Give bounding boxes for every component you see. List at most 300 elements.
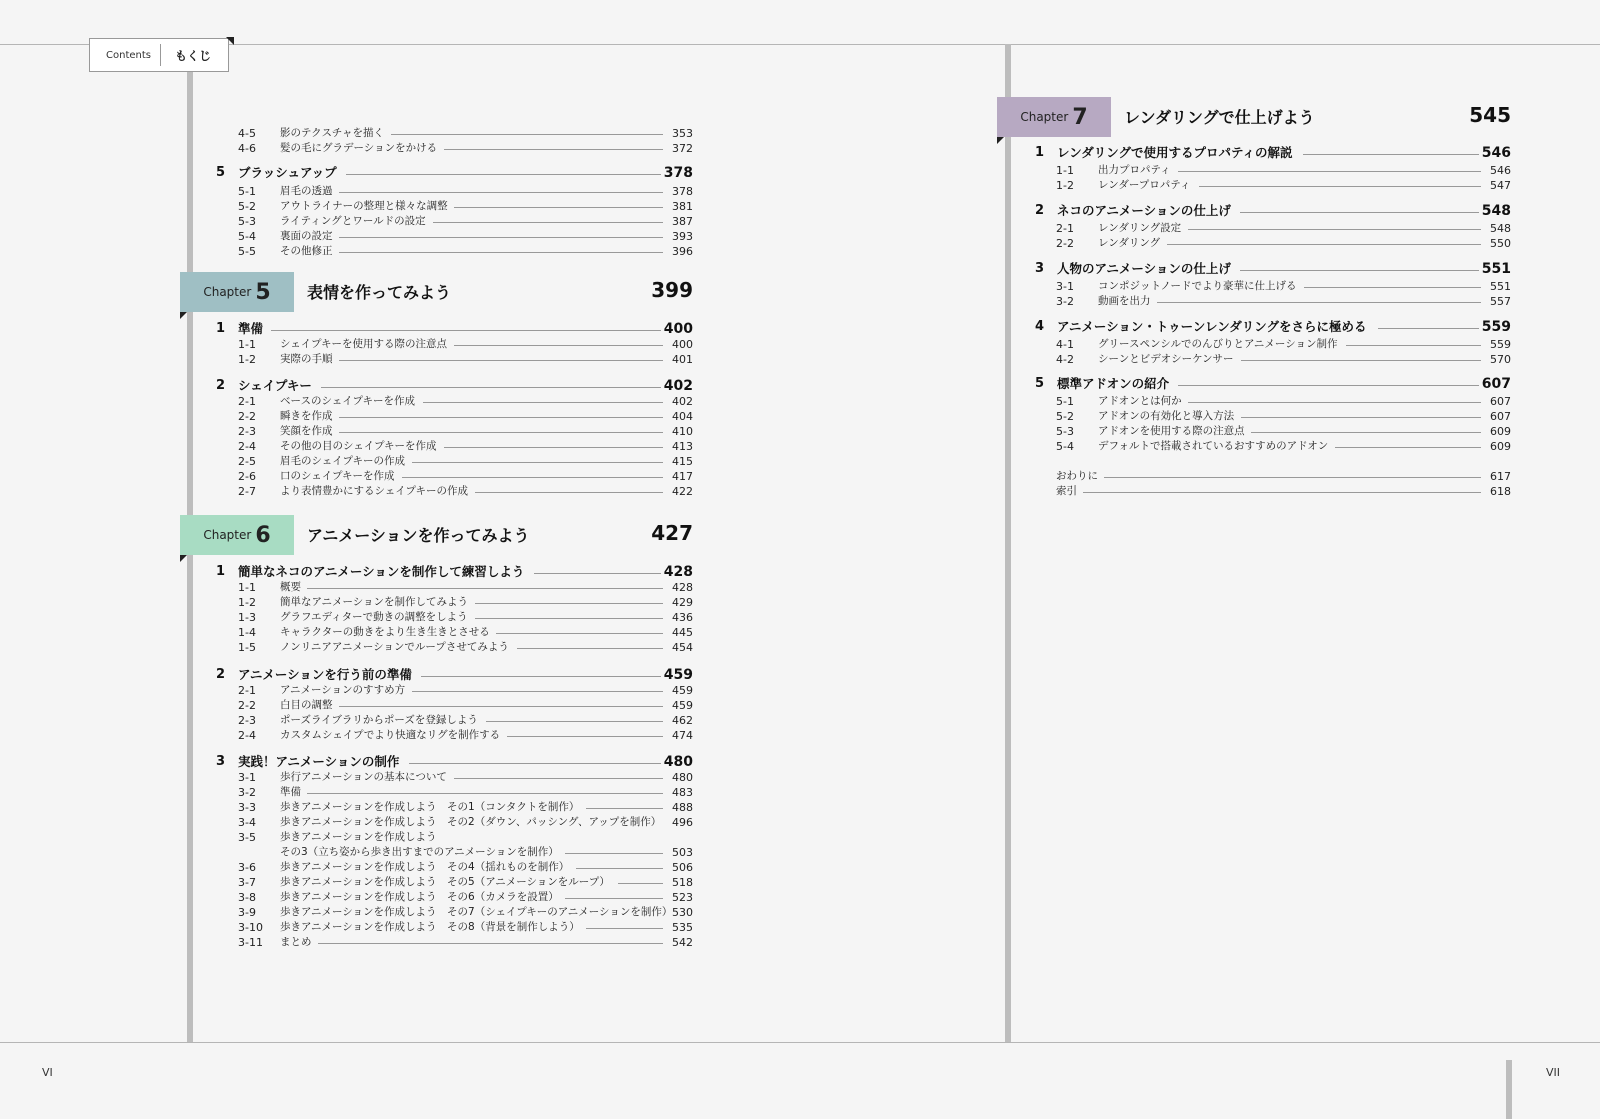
chapter-corner-mark [180,312,187,319]
leader-line [1304,287,1482,288]
toc-section [216,665,693,685]
entry-title: 出力プロパティ [1098,164,1171,176]
entry-title: 眉毛の透過 [280,185,333,197]
page-number-right: VII [1546,1066,1561,1079]
leader-line [421,676,661,677]
toc-entry [238,394,693,409]
section-title: 標準アドオンの紹介 [1057,376,1170,391]
entry-title: まとめ [280,936,312,948]
leader-line [402,477,664,478]
page-number-left: VI [42,1066,53,1079]
entry-page: 542 [672,936,693,949]
entry-number: 1-4 [238,626,256,639]
entry-page: 462 [672,714,693,727]
leader-line [339,706,664,707]
section-page: 546 [1481,145,1511,161]
chapter-title: アニメーションを作ってみよう [307,526,530,545]
entry-number: 3-5 [238,831,256,844]
entry-title: 歩きアニメーションを作成しよう その1（コンタクトを制作） [280,801,580,813]
section-number: 5 [1035,376,1045,391]
entry-page: 415 [672,455,693,468]
leader-line [271,330,661,331]
leader-line [339,252,664,253]
leader-line [1178,385,1480,386]
toc-entry [238,595,693,610]
toc-entry [238,199,693,214]
entry-page: 402 [672,395,693,408]
leader-line [1346,345,1482,346]
toc-entry [238,683,693,698]
leader-line [1241,360,1482,361]
entry-title: 歩きアニメーションを作成しよう その7（シェイプキーのアニメーションを制作） [280,906,673,918]
entry-title: レンダリング [1098,237,1161,249]
entry-title: 準備 [280,786,301,798]
entry-page: 387 [672,215,693,228]
entry-title: カスタムシェイプでより快適なリグを制作する [280,729,501,741]
toc-entry [1056,178,1511,193]
section-page: 607 [1481,376,1511,392]
entry-number: 1-1 [238,581,256,594]
entry-number: 2-2 [238,410,256,423]
entry-title: 眉毛のシェイプキーの作成 [280,455,406,467]
entry-page: 417 [672,470,693,483]
entry-title: 実際の手順 [280,353,333,365]
entry-number: 3-2 [238,786,256,799]
entry-title: 瞬きを作成 [280,410,333,422]
entry-title: アウトライナーの整理と様々な調整 [280,200,448,212]
entry-page: 353 [672,127,693,140]
toc-entry [1056,337,1511,352]
section-title: 準備 [238,321,264,336]
section-number: 1 [216,321,226,336]
chapter-corner-mark [997,137,1004,144]
toc-entry [238,214,693,229]
leader-line [444,447,664,448]
entry-title: アドオンとは何か [1098,395,1182,407]
toc-entry [238,815,693,830]
leader-line [507,736,664,737]
entry-number: 2-5 [238,455,256,468]
entry-number: 5-4 [238,230,256,243]
leader-line [475,492,663,493]
entry-title: 白目の調整 [280,699,333,711]
leader-line [618,883,663,884]
toc-entry [238,770,693,785]
chapter-page: 545 [1469,103,1511,127]
leader-line [339,360,664,361]
toc-entry [238,920,693,935]
entry-page: 393 [672,230,693,243]
section-title: シェイプキー [238,378,312,393]
entry-number: 3-4 [238,816,256,829]
entry-number: 4-6 [238,142,256,155]
toc-entry [238,890,693,905]
leader-line [1167,244,1481,245]
entry-number: 2-6 [238,470,256,483]
section-title: ブラッシュアップ [238,165,337,180]
entry-title: コンポジットノードでより豪華に仕上げる [1098,280,1297,292]
entry-number: 2-7 [238,485,256,498]
section-number: 1 [1035,145,1045,160]
toc-entry [238,845,693,860]
section-number: 3 [216,754,226,769]
leader-line [586,928,663,929]
section-title: ネコのアニメーションの仕上げ [1057,203,1231,218]
entry-page: 410 [672,425,693,438]
entry-page: 445 [672,626,693,639]
entry-title: アドオンの有効化と導入方法 [1098,410,1235,422]
entry-title: 笑顔を作成 [280,425,333,437]
section-number: 1 [216,564,226,579]
entry-page: 607 [1490,395,1511,408]
entry-title: 裏面の設定 [280,230,333,242]
chapter-6-header [180,515,693,555]
chapter-label-text: Chapter [1020,110,1069,124]
entry-number: 4-2 [1056,353,1074,366]
leader-line [307,588,663,589]
entry-page: 436 [672,611,693,624]
entry-page: 551 [1490,280,1511,293]
entry-page: 617 [1490,470,1511,483]
toc-entry [1056,469,1511,484]
entry-page: 400 [672,338,693,351]
leader-line [321,387,661,388]
entry-title: より表情豊かにするシェイプキーの作成 [280,485,469,497]
toc-entry [1056,394,1511,409]
entry-title: 簡単なアニメーションを制作してみよう [280,596,469,608]
entry-number: 1-2 [1056,179,1074,192]
leader-line [534,573,662,574]
section-title: 実践！アニメーションの制作 [238,754,400,769]
entry-title: 歩行アニメーションの基本について [280,771,447,783]
section-number: 2 [216,667,226,682]
entry-page: 496 [672,816,693,829]
section-title: 簡単なネコのアニメーションを制作して練習しよう [238,564,525,579]
section-page: 551 [1481,261,1511,277]
entry-number: 3-7 [238,876,256,889]
entry-title: ベースのシェイプキーを作成 [280,395,416,407]
entry-title: 髪の毛にグラデーションをかける [280,142,438,154]
entry-title: シーンとビデオシーケンサー [1098,353,1234,365]
chapter-corner-mark [180,555,187,562]
toc-entry [238,184,693,199]
entry-number: 5-1 [238,185,256,198]
chapter-title: 表情を作ってみよう [307,283,452,302]
leader-line [1178,171,1482,172]
toc-entry [238,229,693,244]
toc-entry [1056,439,1511,454]
toc-entry [238,454,693,469]
entry-number: 5-3 [1056,425,1074,438]
entry-number: 5-5 [238,245,256,258]
leader-line [475,618,663,619]
leader-line [318,943,664,944]
toc-entry [238,875,693,890]
section-number: 2 [216,378,226,393]
entry-page: 618 [1490,485,1511,498]
leader-line [412,462,663,463]
entry-number: 3-9 [238,906,256,919]
leader-line [1188,229,1481,230]
toc-section [216,376,693,396]
toc-section [1035,259,1511,279]
entry-page: 428 [672,581,693,594]
entry-title: ポーズライブラリからポーズを登録しよう [280,714,478,726]
chapter-title: レンダリングで仕上げよう [1124,108,1315,127]
entry-number: 2-2 [238,699,256,712]
leader-line [346,174,661,175]
toc-entry [238,860,693,875]
entry-title: グラフエディターで動きの調整をしよう [280,611,468,623]
leader-line [339,432,664,433]
section-title: 人物のアニメーションの仕上げ [1057,261,1231,276]
entry-title: その3（立ち姿から歩き出すまでのアニメーションを制作） [280,846,559,858]
entry-number: 3-8 [238,891,256,904]
toc-entry [238,424,693,439]
toc-entry [238,409,693,424]
entry-title: キャラクターの動きをより生き生きとさせる [280,626,490,638]
toc-entry [238,337,693,352]
entry-title: 歩きアニメーションを作成しよう その6（カメラを設置） [280,891,559,903]
toc-section [216,163,693,183]
entry-page: 454 [672,641,693,654]
leader-line [1335,447,1481,448]
entry-page: 401 [672,353,693,366]
toc-entry [238,141,693,156]
contents-label-en: Contents [106,49,151,61]
toc-section [1035,317,1511,337]
entry-title: 歩きアニメーションを作成しよう その5（アニメーションをループ） [280,876,610,888]
entry-page: 570 [1490,353,1511,366]
chapter-7-header [997,97,1511,137]
entry-page: 506 [672,861,693,874]
leader-line [444,149,664,150]
entry-number: 3-3 [238,801,256,814]
leader-line [409,763,662,764]
leader-line [423,402,664,403]
toc-entry [1056,294,1511,309]
toc-entry [238,484,693,499]
entry-title: 口のシェイプキーを作成 [280,470,395,482]
entry-page: 609 [1490,440,1511,453]
section-page: 400 [663,321,693,337]
leader-line [454,207,663,208]
toc-entry [1056,424,1511,439]
leader-line [517,648,663,649]
leader-line [1188,402,1481,403]
entry-title: 概要 [280,581,301,593]
leader-line [565,853,663,854]
chapter-number: 5 [255,279,271,305]
leader-line [475,603,663,604]
entry-page: 518 [672,876,693,889]
leader-line [1199,186,1482,187]
entry-page: 396 [672,245,693,258]
entry-page: 429 [672,596,693,609]
section-number: 2 [1035,203,1045,218]
entry-number: 2-1 [1056,222,1074,235]
section-number: 4 [1035,319,1045,334]
entry-page: 480 [672,771,693,784]
entry-page: 546 [1490,164,1511,177]
entry-number: 5-2 [1056,410,1074,423]
entry-page: 413 [672,440,693,453]
entry-number: 2-3 [238,714,256,727]
entry-title: アドオンを使用する際の注意点 [1098,425,1245,437]
leader-line [565,898,663,899]
entry-page: 550 [1490,237,1511,250]
entry-title: アニメーションのすすめ方 [280,684,406,696]
leader-line [339,237,664,238]
entry-number: 5-1 [1056,395,1074,408]
entry-number: 3-1 [1056,280,1074,293]
toc-entry [238,728,693,743]
chapter-label-text: Chapter [203,285,252,299]
toc-entry [1056,409,1511,424]
entry-number: 1-1 [238,338,256,351]
section-page: 559 [1481,319,1511,335]
toc-entry [1056,221,1511,236]
contents-label-jp: もくじ [175,48,212,63]
entry-number: 2-1 [238,395,256,408]
entry-number: 5-3 [238,215,256,228]
entry-number: 1-3 [238,611,256,624]
leader-line [339,417,664,418]
chapter-page: 427 [651,521,693,545]
toc-section [216,562,693,582]
entry-number: 5-2 [238,200,256,213]
entry-number: 5-4 [1056,440,1074,453]
entry-page: 523 [672,891,693,904]
toc-section [216,752,693,772]
entry-title: おわりに [1056,470,1098,482]
entry-title: 索引 [1056,485,1077,497]
toc-section [1035,201,1511,221]
leader-line [433,222,663,223]
entry-page: 547 [1490,179,1511,192]
chapter-number: 7 [1072,104,1088,130]
leader-line [1378,328,1480,329]
chapter-5-header [180,272,693,312]
toc-entry [238,580,693,595]
entry-page: 474 [672,729,693,742]
entry-title: 歩きアニメーションを作成しよう その4（揺れものを制作） [280,861,570,873]
entry-page: 503 [672,846,693,859]
entry-number: 2-4 [238,729,256,742]
right-footer-mark [1506,1060,1512,1119]
leader-line [486,721,664,722]
entry-number: 3-11 [238,936,263,949]
entry-number: 3-10 [238,921,263,934]
leader-line [1240,212,1479,213]
entry-page: 548 [1490,222,1511,235]
entry-page: 559 [1490,338,1511,351]
section-page: 428 [663,564,693,580]
section-page: 402 [663,378,693,394]
center-gutter [1005,44,1011,1042]
toc-section [216,319,693,339]
entry-page: 607 [1490,410,1511,423]
toc-entry [238,935,693,950]
toc-entry [1056,484,1511,499]
leader-line [1251,432,1481,433]
entry-number: 1-5 [238,641,256,654]
contents-tab [89,38,229,72]
entry-title: 歩きアニメーションを作成しよう [280,831,437,843]
entry-number: 2-1 [238,684,256,697]
toc-entry [1056,236,1511,251]
toc-entry [1056,279,1511,294]
toc-entry [1056,163,1511,178]
entry-page: 530 [672,906,693,919]
entry-number: 1-1 [1056,164,1074,177]
chapter-page: 399 [651,278,693,302]
entry-title: レンダリング設定 [1098,222,1182,234]
left-page-spine [187,72,193,1042]
entry-number: 4-1 [1056,338,1074,351]
toc-entry [1056,352,1511,367]
toc-section [1035,143,1511,163]
entry-page: 535 [672,921,693,934]
toc-entry [238,352,693,367]
leader-line [391,134,663,135]
toc-entry [238,830,693,845]
toc-entry [238,713,693,728]
toc-entry [238,905,693,920]
leader-line [1240,270,1479,271]
entry-page: 404 [672,410,693,423]
leader-line [1241,417,1482,418]
entry-page: 422 [672,485,693,498]
chapter-label-text: Chapter [203,528,252,542]
entry-title: その他の目のシェイプキーを作成 [280,440,437,452]
entry-title: レンダープロパティ [1098,179,1191,191]
section-number: 5 [216,165,226,180]
entry-page: 459 [672,684,693,697]
leader-line [576,868,663,869]
entry-title: デフォルトで搭載されているおすすめのアドオン [1098,440,1329,452]
entry-page: 483 [672,786,693,799]
entry-number: 1-2 [238,596,256,609]
entry-number: 3-6 [238,861,256,874]
entry-number: 3-2 [1056,295,1074,308]
leader-line [586,808,663,809]
entry-title: ノンリニアアニメーションでループさせてみよう [280,641,509,653]
entry-title: その他修正 [280,245,333,257]
toc-entry [238,469,693,484]
leader-line [307,793,663,794]
entry-number: 2-2 [1056,237,1074,250]
chapter-label-box [997,97,1111,137]
toc-section [1035,374,1511,394]
leader-line [496,633,663,634]
toc-entry [238,439,693,454]
entry-title: 歩きアニメーションを作成しよう その8（背景を制作しよう） [280,921,580,933]
entry-title: 歩きアニメーションを作成しよう その2（ダウン、パッシング、アップを制作） [280,816,662,828]
toc-entry [238,126,693,141]
bottom-rule [0,1042,1600,1043]
section-number: 3 [1035,261,1045,276]
section-page: 480 [663,754,693,770]
leader-line [339,192,664,193]
entry-page: 459 [672,699,693,712]
section-title: アニメーションを行う前の準備 [238,667,412,682]
toc-entry [238,800,693,815]
leader-line [1104,477,1481,478]
leader-line [454,345,663,346]
toc-entry [238,640,693,655]
toc-entry [238,625,693,640]
